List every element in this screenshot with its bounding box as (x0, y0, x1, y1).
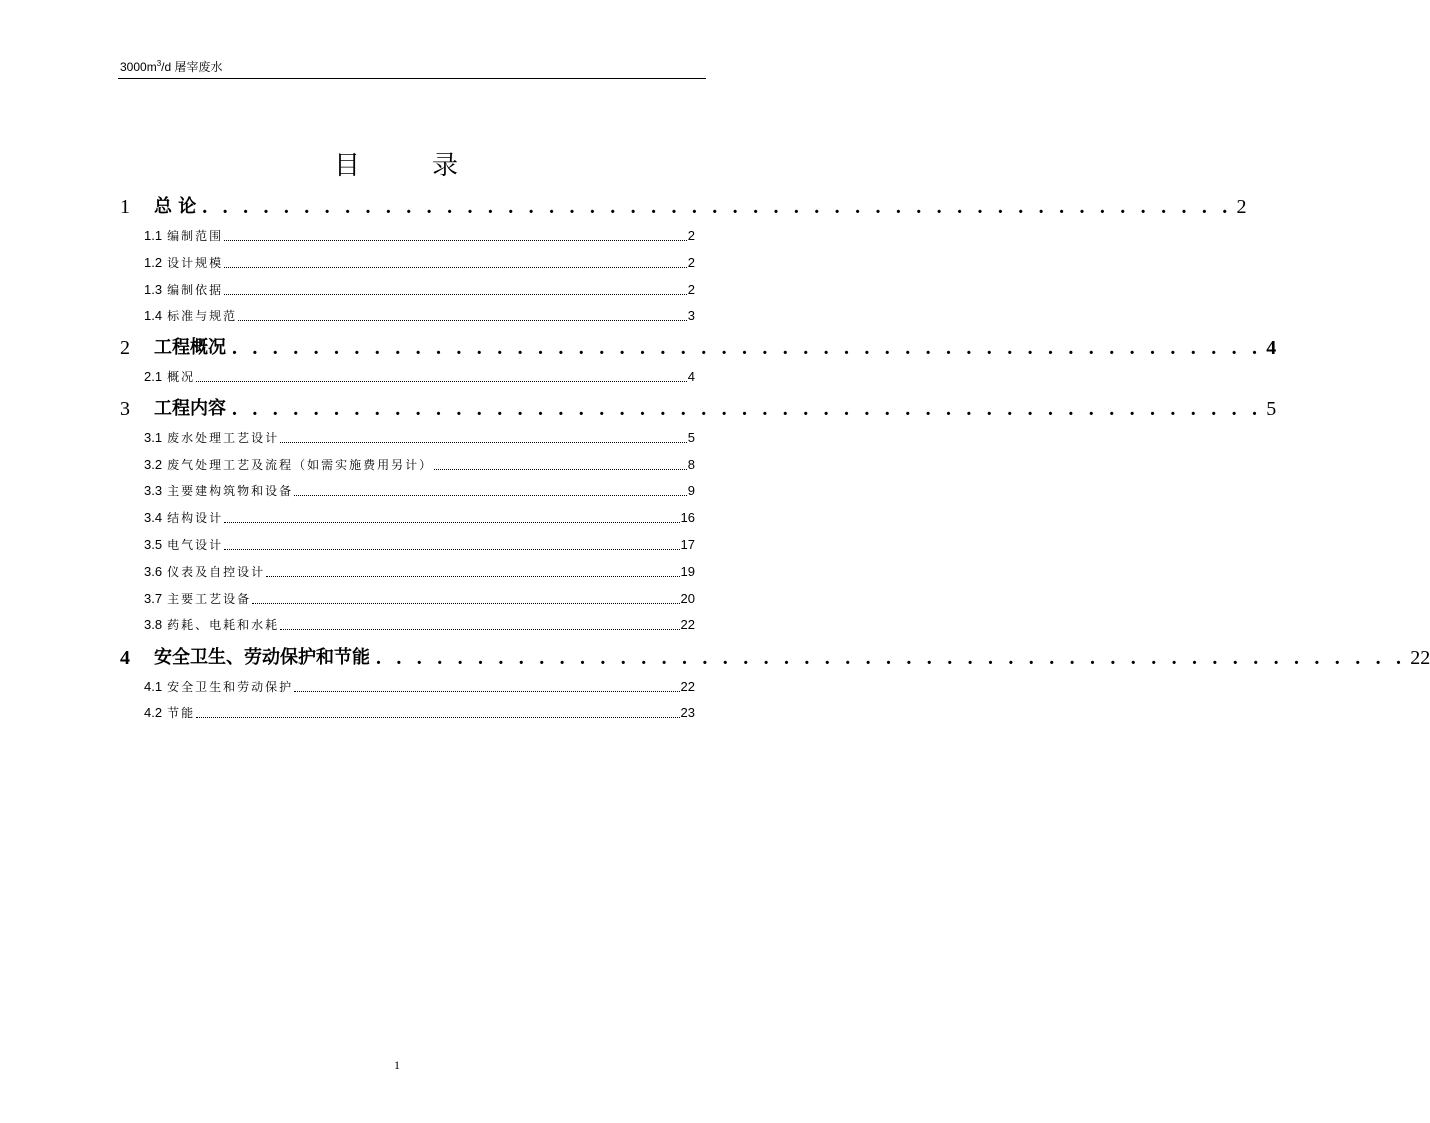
toc-entry-page: 20 (680, 591, 695, 606)
toc-entry-1-2[interactable] (144, 254, 695, 272)
toc-entry-label: 工程内容 (154, 398, 226, 419)
dot-leader (294, 482, 687, 500)
toc-entry-label: 节能 (167, 706, 196, 720)
toc-entry-label: 药耗、电耗和水耗 (167, 618, 280, 632)
toc-entry-number: 3.1 (144, 430, 163, 445)
toc-entry-label: 编制范围 (167, 229, 224, 243)
toc-entry-page: 22 (680, 617, 695, 632)
toc-entry-label: 概况 (167, 370, 196, 384)
toc-entry-label: 总 论 (154, 196, 197, 217)
toc-entry-page: 5 (1266, 398, 1277, 420)
toc-entry-1-1[interactable] (144, 227, 695, 245)
toc-entry-number: 3.2 (144, 457, 163, 472)
toc-entry-number: 4.1 (144, 679, 163, 694)
toc-entry-page: 17 (680, 537, 695, 552)
toc-entry-3-8[interactable] (144, 616, 695, 634)
toc-entry-label: 工程概况 (154, 337, 226, 358)
toc-entry-label: 安全卫生、劳动保护和节能 (154, 647, 370, 668)
toc-entry-3-4[interactable] (144, 509, 695, 527)
dot-leader (238, 307, 687, 325)
toc-entry-number: 1.2 (144, 255, 163, 270)
toc-entry-page: 16 (680, 510, 695, 525)
dot-leader (196, 368, 687, 386)
footer-page-number: 1 (394, 1058, 400, 1072)
dot-leader (224, 536, 679, 554)
toc-entry-page: 4 (687, 369, 695, 384)
toc-entry-3-5[interactable] (144, 536, 695, 554)
toc-entry-label: 安全卫生和劳动保护 (167, 680, 294, 694)
toc-entry-page: 2 (687, 282, 695, 297)
toc-entry-number: 2.1 (144, 369, 163, 384)
toc-entry-label: 结构设计 (167, 511, 224, 525)
toc-entry-3[interactable] (120, 396, 1277, 422)
toc-entry-page: 2 (1236, 196, 1247, 218)
toc-entry-4-2[interactable] (144, 704, 695, 722)
toc-entry-label: 编制依据 (167, 283, 224, 297)
toc-entry-page: 22 (680, 679, 695, 694)
toc-entry-number: 4 (120, 647, 130, 669)
toc-entry-number: 3.4 (144, 510, 163, 525)
dot-leader: . . . . . . . . . . . . . . . . . . . . . . . . . . . . . . . . . . . . . . . . . . . . . . . . . . . (232, 398, 1263, 420)
toc-entry-number: 3.6 (144, 564, 163, 579)
dot-leader: . . . . . . . . . . . . . . . . . . . . . . . . . . . . . . . . . . . . . . . . . . . . . . . . . . . (202, 196, 1233, 218)
toc-entry-page: 22 (1410, 647, 1430, 669)
toc-entry-number: 3.8 (144, 617, 163, 632)
toc-entry-label: 主要建构筑物和设备 (167, 484, 294, 498)
toc-entry-page: 23 (680, 705, 695, 720)
toc-entry-label: 仪表及自控设计 (167, 565, 266, 579)
toc-entry-page: 2 (687, 228, 695, 243)
header-title-prefix: 3000m (120, 60, 157, 74)
dot-leader (196, 704, 679, 722)
toc-entry-number: 3.7 (144, 591, 163, 606)
toc-entry-4-1[interactable] (144, 678, 695, 696)
toc-title-char-2: 录 (432, 151, 461, 181)
toc-entry-2-1[interactable] (144, 368, 695, 386)
toc-entry-number: 1 (120, 196, 130, 218)
dot-leader (434, 456, 687, 474)
toc-entry-label: 主要工艺设备 (167, 592, 252, 606)
toc-entry-1-3[interactable] (144, 281, 695, 299)
toc-entry-4[interactable] (120, 645, 1430, 671)
toc-entry-label: 设计规模 (167, 256, 224, 270)
dot-leader: . . . . . . . . . . . . . . . . . . . . . . . . . . . . . . . . . . . . . . . . . . . . . . . . . . . (232, 337, 1263, 359)
toc-entry-page: 3 (687, 308, 695, 323)
dot-leader (294, 678, 679, 696)
toc-entry-number: 1.3 (144, 282, 163, 297)
toc-entry-number: 3.3 (144, 483, 163, 498)
toc-entry-page: 8 (687, 457, 695, 472)
toc-entry-page: 2 (687, 255, 695, 270)
toc-entry-number: 3 (120, 398, 130, 420)
toc-title-char-1: 目 (333, 151, 362, 181)
toc-entry-1[interactable] (120, 194, 1247, 220)
toc-entry-number: 2 (120, 337, 130, 359)
toc-entry-number: 1.4 (144, 308, 163, 323)
toc-entry-label: 电气设计 (167, 538, 224, 552)
dot-leader (280, 616, 679, 634)
toc-entry-label: 废气处理工艺及流程（如需实施费用另计） (167, 458, 434, 472)
toc-entry-number: 4.2 (144, 705, 163, 720)
header-title-superscript: 3 (156, 59, 162, 68)
dot-leader (224, 281, 687, 299)
header-title-suffix: /d 屠宰废水 (161, 60, 223, 74)
toc-entry-1-4[interactable] (144, 307, 695, 325)
toc-entry-3-2[interactable] (144, 456, 695, 474)
dot-leader (280, 429, 687, 447)
toc-entry-page: 5 (687, 430, 695, 445)
dot-leader (224, 254, 687, 272)
toc-entry-label: 标准与规范 (167, 309, 238, 323)
toc-entry-page: 4 (1266, 337, 1277, 359)
toc-entry-page: 9 (687, 483, 695, 498)
toc-entry-3-3[interactable] (144, 482, 695, 500)
dot-leader (252, 590, 679, 608)
toc-entry-2[interactable] (120, 335, 1277, 361)
toc-entry-3-6[interactable] (144, 563, 695, 581)
dot-leader (266, 563, 679, 581)
toc-entry-number: 3.5 (144, 537, 163, 552)
toc-entry-3-7[interactable] (144, 590, 695, 608)
toc-entry-number: 1.1 (144, 228, 163, 243)
toc-entry-page: 19 (680, 564, 695, 579)
dot-leader (224, 509, 679, 527)
dot-leader: . . . . . . . . . . . . . . . . . . . . . . . . . . . . . . . . . . . . . . . . . . . . . . . . . . . (376, 647, 1407, 669)
dot-leader (224, 227, 687, 245)
toc-entry-label: 废水处理工艺设计 (167, 431, 280, 445)
toc-entry-3-1[interactable] (144, 429, 695, 447)
